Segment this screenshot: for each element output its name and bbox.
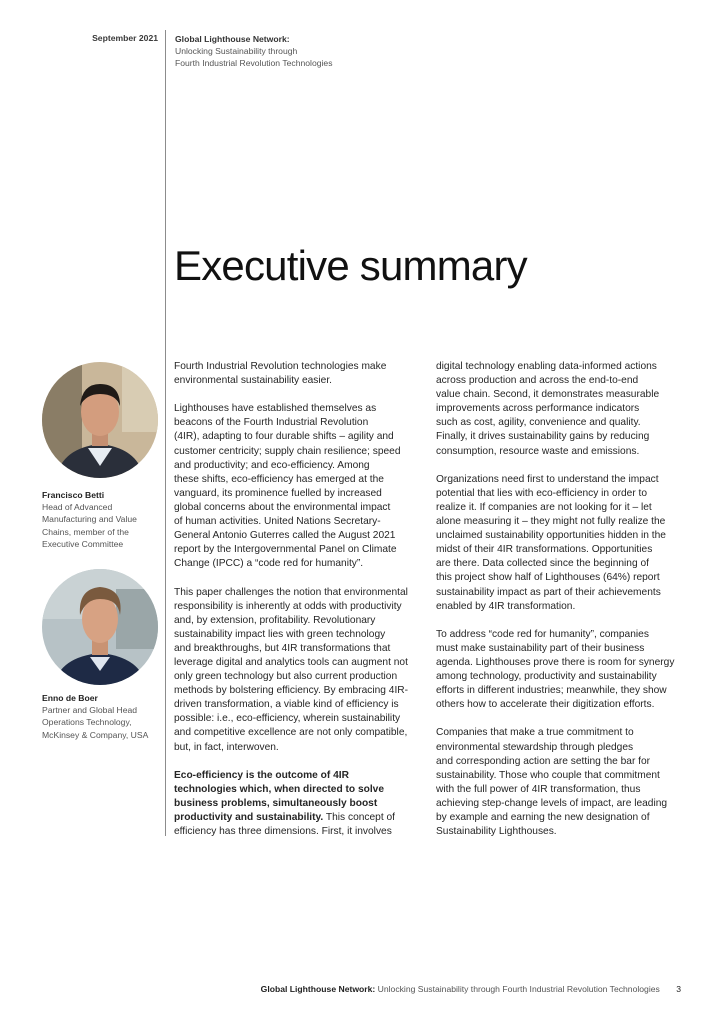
bio-francisco-betti [42, 489, 160, 550]
person-role-line: Executive Committee [42, 538, 124, 549]
header-divider [165, 30, 166, 836]
header-subtitle-line: Unlocking Sustainability through [175, 46, 298, 56]
header-date: September 2021 [92, 33, 158, 43]
paragraph: To address “code red for humanity”, companies must make sustainability part of their business agenda. Lighthouses prove there is room for synergy among technology, productivity and sustainability efforts in different industries; meanwhile, they show others how to accelerate their digitization efforts. [436, 628, 675, 711]
person-role-line: McKinsey & Company, USA [42, 729, 149, 740]
paragraph: Companies that make a true commitment to environmental stewardship through pledges and corresponding action are setting the bar for sustainability. Those who couple that commitment with the full power of 4IR transformation, thus achieving step-change levels of impact, are leading by example and earning the new designation of Sustainability Lighthouses. [436, 727, 668, 838]
footer-title: Global Lighthouse Network: [260, 984, 376, 994]
person-role-line: Head of Advanced [42, 502, 113, 513]
header-subtitle-line: Fourth Industrial Revolution Technologies [175, 58, 333, 68]
bio-enno-de-boer [42, 692, 160, 741]
page-title: Executive summary [174, 242, 527, 289]
page-number: 3 [676, 984, 681, 994]
running-header [175, 33, 333, 69]
paragraph: Organizations need first to understand the impact potential that lies with eco-efficiency in order to realize it. If companies are not looking for it – let alone measuring it – they might not fully realize the unclaimed sustainability opportunities hidden in the midst of their 4IR transformations. Opportunities are there. Data collected since the beginning of this project show half of Lighthouses (64%) report sustainability impact as part of their achievements enabled by 4IR transformation. [436, 473, 666, 612]
paragraph: This paper challenges the notion that environmental responsibility is inherently at odds with productivity and, by extension, profitability. Revolutionary sustainability impact lies with green technology and breakthroughs, but 4IR transformations that leverage digital and analytics tools can augment not only green technology but also current production methods by bolstering efficiency. By embracing 4IR- driven transformation, a viable kind of efficiency is possible: i.e., eco-efficiency, wherein sustainability and competitive excellence are not only compatible, but, in fact, interwoven. [174, 586, 409, 753]
body-column-left [174, 360, 426, 853]
paragraph: Lighthouses have established themselves as beacons of the Fourth Industrial Revolution (4IR), adapting to four durable shifts – agility and customer centricity; supply chain resilience; speed and productivity; and eco-efficiency. Among these shifts, eco-efficiency has emerged at the vanguard, its prominence fuelled by increased global concerns about the environmental impact of human activities. United Nations Secretary- General Antonio Guterres called the August 2021 report by the Intergovernmental Panel on Climate Change (IPCC) a “code red for humanity”. [174, 403, 401, 570]
person-name: Francisco Betti [42, 490, 105, 500]
footer-subtitle: Unlocking Sustainability through Fourth Industrial Revolution Technologies [377, 984, 660, 994]
page-footer [261, 984, 681, 994]
person-role-line: Partner and Global Head [42, 705, 138, 716]
body-column-right [436, 360, 688, 853]
paragraph: digital technology enabling data-informed actions across production and across the end-to-end value chain. Second, it demonstrates measurable improvements across performance indicators such as cost, agility, convenience and quality. Finally, it drives sustainability gains by reducing consumption, resource waste and emissions. [436, 361, 660, 457]
header-title: Global Lighthouse Network: [175, 34, 290, 44]
person-role-line: Chains, member of the [42, 526, 129, 537]
paragraph: Fourth Industrial Revolution technologies make environmental sustainability easier. [174, 361, 387, 387]
portrait-enno-de-boer [42, 569, 158, 685]
person-role-line: Operations Technology, [42, 717, 132, 728]
portrait-francisco-betti [42, 362, 158, 478]
person-name: Enno de Boer [42, 693, 98, 703]
person-role-line: Manufacturing and Value [42, 514, 137, 525]
paragraph: Eco-efficiency is the outcome of 4IR technologies which, when directed to solve business problems, simultaneously boost productivity and sustainability. This concept of efficiency has three dimensions. First, it involves [174, 769, 395, 838]
